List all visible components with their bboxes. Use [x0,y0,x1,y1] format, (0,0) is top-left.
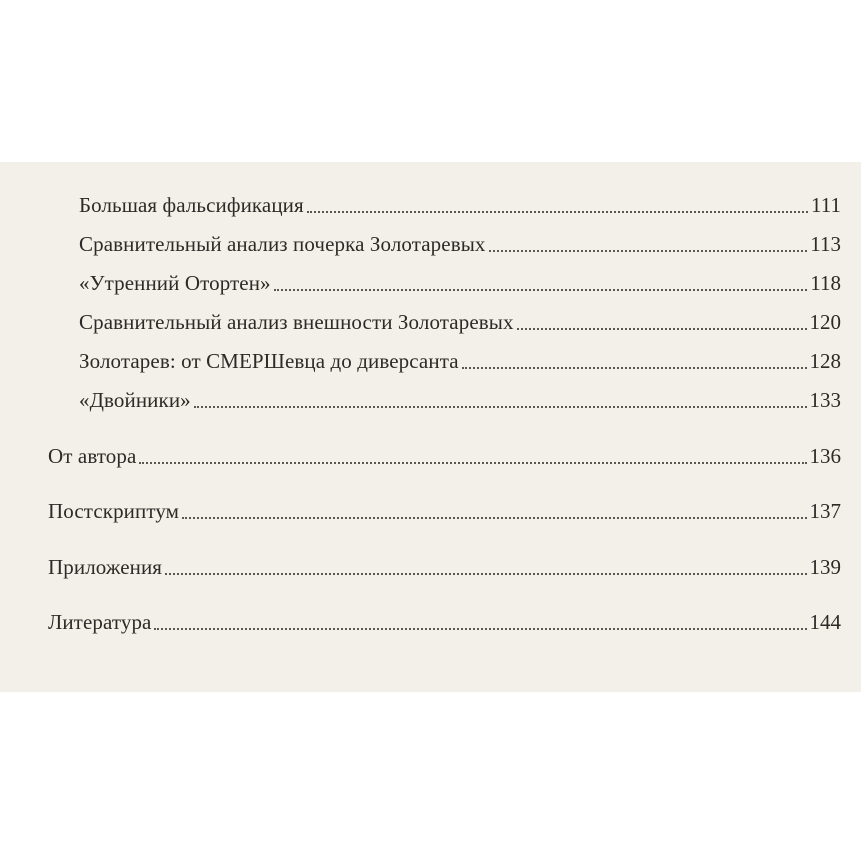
toc-entry-title: Сравнительный анализ внешности Золотаревых [79,310,514,334]
toc-entry-page: 120 [809,310,841,334]
toc-entry [48,433,841,467]
dot-leader [182,516,806,519]
toc-entry-title: Сравнительный анализ почерка Золотаревых [79,232,486,256]
dot-leader [139,461,806,464]
toc-entry [48,544,841,578]
dot-leader [274,288,808,291]
toc-entry-page: 128 [809,349,841,373]
toc-entry [48,488,841,522]
toc-entry-title: Литература [48,610,152,634]
dot-leader [154,627,806,630]
dot-leader [462,366,807,369]
toc-entry-title: «Двойники» [79,388,191,412]
toc-entry-page: 136 [809,444,841,468]
dot-leader [165,572,806,575]
toc-entry-page: 144 [809,610,841,634]
toc-entry-title: Приложения [48,555,163,579]
toc-entry [79,299,841,333]
dot-leader [307,210,808,213]
dot-leader [194,405,807,408]
toc-entry [48,599,841,633]
toc-entry [79,338,841,372]
toc-entry-title: Большая фальсификация [79,193,304,217]
toc-entry-page: 133 [809,388,841,412]
toc-entry-title: Постскриптум [48,499,180,523]
toc-entry [79,221,841,255]
book-page [0,162,861,692]
toc-entry [79,182,841,216]
toc-entry-page: 118 [810,271,841,295]
toc-entry-page: 137 [809,499,841,523]
toc-entry-page: 139 [809,555,841,579]
toc-entry-title: «Утренний Отортен» [79,271,271,295]
toc-entry [79,260,841,294]
toc-entry [79,377,841,411]
toc-entry-title: Золотарев: от СМЕРШевца до диверсанта [79,349,459,373]
toc-entry-title: От автора [48,444,137,468]
toc-entry-page: 113 [810,232,841,256]
toc-entry-page: 111 [811,193,841,217]
dot-leader [517,327,807,330]
dot-leader [489,249,808,252]
